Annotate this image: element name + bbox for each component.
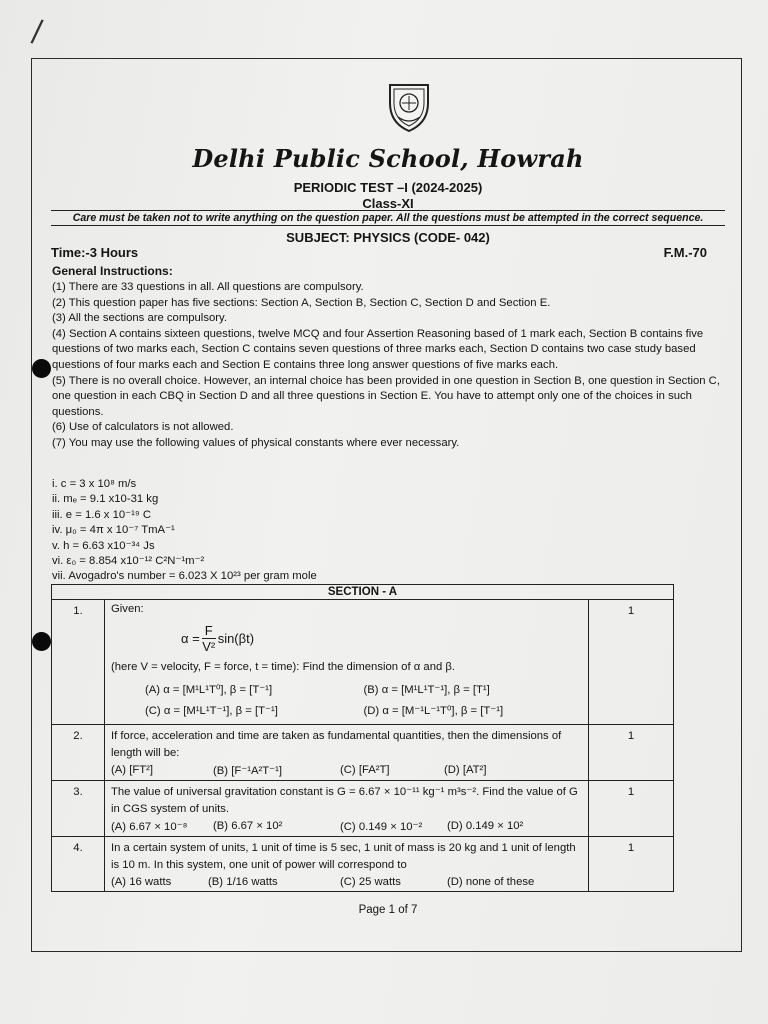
constant-item: v. h = 6.63 x10⁻³⁴ Js xyxy=(52,539,155,552)
question-row-1 xyxy=(52,600,674,725)
constant-item: ii. mₑ = 9.1 x10-31 kg xyxy=(52,493,159,506)
option-c: (C) 0.149 × 10⁻² xyxy=(340,821,423,833)
class-label: Class-XI xyxy=(362,196,414,211)
instruction-item: (6) Use of calculators is not allowed. xyxy=(52,421,234,434)
option-c: (C) 25 watts xyxy=(340,876,401,888)
time-label: Time:-3 Hours xyxy=(51,245,139,260)
instruction-item: (7) You may use the following values of physical constants where ever necessary. xyxy=(52,436,460,449)
question-marks: 1 xyxy=(589,837,674,892)
instructions-list xyxy=(52,280,724,452)
question-text: The value of universal gravitation constant is G = 6.67 × 10⁻¹¹ kg⁻¹ m³s⁻². Find the value of G in CGS system of units. xyxy=(111,786,578,815)
questions-table xyxy=(51,584,674,892)
constant-item: vi. ε₀ = 8.854 x10⁻¹² C²N⁻¹m⁻² xyxy=(52,555,205,568)
option-d: (D) none of these xyxy=(447,876,535,888)
subject-title: SUBJECT: PHYSICS (CODE- 042) xyxy=(286,230,490,245)
question-number: 4. xyxy=(52,837,105,892)
instruction-item: (3) All the sections are compulsory. xyxy=(52,312,227,325)
option-d: (D) 0.149 × 10² xyxy=(447,820,524,832)
options xyxy=(111,876,582,888)
constant-item: iii. e = 1.6 x 10⁻¹⁹ C xyxy=(52,508,152,521)
options xyxy=(111,764,582,777)
option-a: (A) [FT²] xyxy=(111,764,154,776)
option-b: (B) 1/16 watts xyxy=(208,876,278,888)
formula-rhs: sin(βt) xyxy=(217,630,255,646)
question-number: 3. xyxy=(52,781,105,837)
question-number: 1. xyxy=(52,600,105,725)
instruction-item: (4) Section A contains sixteen questions, twelve MCQ and four Assertion Reasoning based of 1 mark each, Section B contains five questions of two marks each, Section C contains seven questions of three marks each, Section D contains two case study based questions of four marks each and Section E contains three long answer questions of five marks each. xyxy=(52,327,704,371)
option-c: (C) [FA²T] xyxy=(340,764,390,776)
question-body xyxy=(105,781,589,837)
options xyxy=(111,820,582,833)
option-a: (A) 6.67 × 10⁻⁸ xyxy=(111,821,188,833)
instruction-item: (1) There are 33 questions in all. All questions are compulsory. xyxy=(52,281,364,293)
option-c: (C) α = [M¹L¹T⁻¹], β = [T⁻¹] xyxy=(145,705,278,717)
question-row-3 xyxy=(52,781,674,837)
page-border xyxy=(31,58,742,952)
options xyxy=(145,683,582,717)
pen-mark: / xyxy=(29,13,45,50)
instructions-title: General Instructions: xyxy=(52,264,173,278)
option-b: (B) [F⁻¹A²T⁻¹] xyxy=(213,765,283,777)
question-marks: 1 xyxy=(589,781,674,837)
instruction-item: (2) This question paper has five sections: Section A, Section B, Section C, Section D and Section E. xyxy=(52,296,551,309)
constant-item: vii. Avogadro's number = 6.023 X 10²³ per gram mole xyxy=(52,570,317,583)
full-marks-label: F.M.-70 xyxy=(663,245,707,260)
formula-lhs: α = xyxy=(181,630,200,646)
formula xyxy=(181,615,582,661)
test-title: PERIODIC TEST –I (2024-2025) xyxy=(293,180,483,195)
constant-item: i. c = 3 x 10⁸ m/s xyxy=(52,478,137,490)
question-row-2 xyxy=(52,725,674,781)
fraction xyxy=(202,623,216,654)
question-body xyxy=(105,725,589,781)
option-b: (B) α = [M¹L¹T⁻¹], β = [T¹] xyxy=(363,684,490,696)
section-a-title: SECTION - A xyxy=(52,585,674,600)
option-b: (B) 6.67 × 10² xyxy=(213,820,283,832)
instruction-item: (5) There is no overall choice. However, an internal choice has been provided in one question in Section B, one question in Section C, one question in each CBQ in Section D and all three questions in Section E. You have to attempt only one of the choices in such questions. xyxy=(52,374,720,418)
option-a: (A) 16 watts xyxy=(111,876,172,888)
given-label: Given: xyxy=(111,603,144,615)
constant-item: iv. μ₀ = 4π x 10⁻⁷ TmA⁻¹ xyxy=(52,524,175,537)
question-text: (here V = velocity, F = force, t = time): Find the dimension of α and β. xyxy=(111,661,456,673)
question-marks: 1 xyxy=(589,725,674,781)
question-body xyxy=(105,837,589,892)
fraction-numerator: F xyxy=(202,623,216,639)
question-row-4 xyxy=(52,837,674,892)
option-d: (D) [AT²] xyxy=(444,764,487,776)
page-number: Page 1 of 7 xyxy=(358,904,418,916)
school-logo-icon xyxy=(386,81,432,133)
fraction-denominator: V² xyxy=(202,638,216,654)
school-name: Delhi Public School, Howrah xyxy=(192,144,584,173)
option-a: (A) α = [M¹L¹T⁰], β = [T⁻¹] xyxy=(145,684,273,696)
question-body xyxy=(105,600,589,725)
question-marks: 1 xyxy=(589,600,674,725)
care-notice: Care must be taken not to write anything on the question paper. All the questions must be attempted in the correct sequence. xyxy=(51,210,725,226)
constants-list xyxy=(52,477,724,585)
question-text: In a certain system of units, 1 unit of time is 5 sec, 1 unit of mass is 20 kg and 1 unit of length is 10 m. In this system, one unit of power will correspond to xyxy=(111,842,576,871)
question-text: If force, acceleration and time are taken as fundamental quantities, then the dimensions of length will be: xyxy=(111,730,562,759)
option-d: (D) α = [M⁻¹L⁻¹T⁰], β = [T⁻¹] xyxy=(363,705,504,717)
question-number: 2. xyxy=(52,725,105,781)
